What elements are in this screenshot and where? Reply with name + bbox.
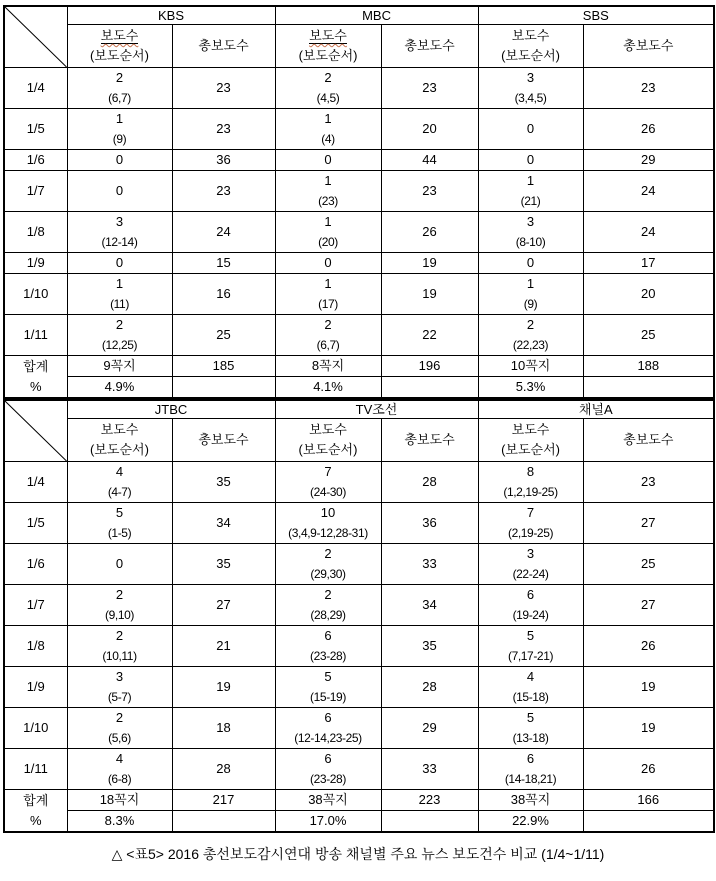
report-count: 2 xyxy=(324,546,332,561)
report-count-cell xyxy=(67,68,172,109)
sum-row xyxy=(4,790,714,811)
channel-header-channela: 채널A xyxy=(478,400,714,419)
percent-cell: 17.0% xyxy=(275,811,381,833)
report-order: (28,29) xyxy=(310,608,346,622)
report-count-cell xyxy=(478,315,583,356)
date-cell: 1/8 xyxy=(4,626,67,667)
total-count-cell: 26 xyxy=(583,749,714,790)
report-count-cell xyxy=(275,708,381,749)
table-row xyxy=(4,315,714,356)
total-count-cell: 23 xyxy=(381,171,478,212)
date-cell: 1/10 xyxy=(4,708,67,749)
report-count: 1 xyxy=(115,276,124,291)
report-count: 0 xyxy=(324,152,332,167)
total-count-cell: 44 xyxy=(381,150,478,171)
table-row xyxy=(4,212,714,253)
report-count: 0 xyxy=(115,152,124,167)
sum-cell: 185 xyxy=(172,356,275,377)
total-count-header: 총보도수 xyxy=(583,25,714,68)
date-cell: 1/7 xyxy=(4,171,67,212)
total-count-cell: 23 xyxy=(583,68,714,109)
percent-cell xyxy=(381,377,478,399)
total-count-cell: 24 xyxy=(172,212,275,253)
report-count-cell xyxy=(275,150,381,171)
report-count-cell xyxy=(67,212,172,253)
report-count-cell xyxy=(275,68,381,109)
total-count-cell: 23 xyxy=(583,462,714,503)
report-order: (19-24) xyxy=(512,608,549,622)
report-count: 3 xyxy=(526,546,535,561)
sum-label-cell xyxy=(4,790,67,833)
report-count-cell xyxy=(478,544,583,585)
report-count-cell xyxy=(275,544,381,585)
table-row xyxy=(4,626,714,667)
sum-cell: 196 xyxy=(381,356,478,377)
table-row xyxy=(4,667,714,708)
total-count-cell: 17 xyxy=(583,253,714,274)
report-count-cell xyxy=(275,626,381,667)
report-order: (9) xyxy=(523,297,538,311)
report-count-label: 보도수 xyxy=(511,28,550,43)
report-order: (20) xyxy=(318,235,338,249)
table-row xyxy=(4,109,714,150)
report-count: 6 xyxy=(324,710,332,725)
report-order-label: (보도순서) xyxy=(90,48,149,63)
report-count: 7 xyxy=(324,464,332,479)
total-count-cell: 35 xyxy=(172,462,275,503)
channel-header-sbs: SBS xyxy=(478,6,714,25)
report-order-label: (보도순서) xyxy=(501,48,560,63)
report-count-cell xyxy=(67,749,172,790)
report-count: 2 xyxy=(324,70,332,85)
report-order: (23-28) xyxy=(310,649,346,663)
total-count-cell: 35 xyxy=(381,626,478,667)
report-count-label: 보도수 xyxy=(511,422,550,437)
sum-cell: 8꼭지 xyxy=(275,356,381,377)
date-cell: 1/6 xyxy=(4,544,67,585)
report-order: (6,7) xyxy=(108,91,131,105)
report-count-cell xyxy=(478,667,583,708)
report-order: (13-18) xyxy=(512,731,549,745)
report-order: (11) xyxy=(110,297,129,311)
report-count-cell xyxy=(478,503,583,544)
table-row xyxy=(4,749,714,790)
date-cell: 1/9 xyxy=(4,253,67,274)
percent-row xyxy=(4,811,714,833)
date-cell: 1/4 xyxy=(4,68,67,109)
report-count: 1 xyxy=(115,111,124,126)
percent-row xyxy=(4,377,714,399)
report-count: 3 xyxy=(526,70,535,85)
report-count: 5 xyxy=(526,710,535,725)
total-count-cell: 19 xyxy=(381,274,478,315)
total-count-header: 총보도수 xyxy=(381,25,478,68)
report-count: 1 xyxy=(324,173,332,188)
report-order: (4) xyxy=(321,132,335,146)
report-order: (4,5) xyxy=(316,91,340,105)
total-count-header: 총보도수 xyxy=(172,419,275,462)
report-count-cell xyxy=(478,274,583,315)
report-count: 3 xyxy=(526,214,535,229)
report-order: (1,2,19-25) xyxy=(503,485,558,499)
table-row xyxy=(4,150,714,171)
report-count: 2 xyxy=(115,587,124,602)
report-count-cell xyxy=(478,462,583,503)
table-row xyxy=(4,68,714,109)
report-count-header xyxy=(67,419,172,462)
report-count: 5 xyxy=(526,628,535,643)
report-count-cell xyxy=(275,315,381,356)
report-order: (22,23) xyxy=(512,338,549,352)
sum-cell: 38꼭지 xyxy=(478,790,583,811)
report-count-cell xyxy=(478,171,583,212)
report-count-label: 보도수 xyxy=(309,28,347,43)
total-count-cell: 26 xyxy=(583,109,714,150)
report-count: 8 xyxy=(526,464,535,479)
report-count: 10 xyxy=(320,505,336,520)
percent-cell: 5.3% xyxy=(478,377,583,399)
report-order-label: (보도순서) xyxy=(298,442,358,457)
percent-cell xyxy=(381,811,478,833)
report-order: (23) xyxy=(318,194,338,208)
total-count-cell: 25 xyxy=(172,315,275,356)
report-count: 2 xyxy=(324,587,332,602)
total-count-cell: 20 xyxy=(381,109,478,150)
total-count-cell: 36 xyxy=(172,150,275,171)
report-count-cell xyxy=(67,626,172,667)
report-count-cell xyxy=(275,667,381,708)
report-count-cell xyxy=(275,749,381,790)
date-cell: 1/7 xyxy=(4,585,67,626)
report-count: 2 xyxy=(526,317,535,332)
date-cell: 1/5 xyxy=(4,109,67,150)
total-count-cell: 29 xyxy=(583,150,714,171)
broadcast-table-cable xyxy=(3,399,715,833)
total-count-cell: 28 xyxy=(381,667,478,708)
report-count-cell xyxy=(275,212,381,253)
report-count-header xyxy=(67,25,172,68)
sum-cell: 188 xyxy=(583,356,714,377)
report-count-cell xyxy=(67,150,172,171)
report-count-header xyxy=(275,25,381,68)
total-count-header: 총보도수 xyxy=(381,419,478,462)
percent-cell xyxy=(172,811,275,833)
total-count-cell: 33 xyxy=(381,544,478,585)
report-count-cell xyxy=(275,274,381,315)
sum-cell: 223 xyxy=(381,790,478,811)
channel-header-tvchosun: TV조선 xyxy=(275,400,478,419)
date-cell: 1/8 xyxy=(4,212,67,253)
total-count-cell: 22 xyxy=(381,315,478,356)
report-count-cell xyxy=(275,462,381,503)
report-order-label: (보도순서) xyxy=(298,48,358,63)
sum-label-cell xyxy=(4,356,67,399)
total-count-cell: 24 xyxy=(583,171,714,212)
broadcast-table-terrestrial xyxy=(3,5,715,399)
sum-cell: 9꼭지 xyxy=(67,356,172,377)
report-count: 2 xyxy=(324,317,332,332)
report-count: 3 xyxy=(115,214,124,229)
channel-header-mbc: MBC xyxy=(275,6,478,25)
report-count-cell xyxy=(478,253,583,274)
percent-label: % xyxy=(29,812,42,828)
report-count-cell xyxy=(67,503,172,544)
report-count-label: 보도수 xyxy=(309,422,347,437)
report-order-label: (보도순서) xyxy=(90,442,149,457)
table-row xyxy=(4,274,714,315)
report-count: 4 xyxy=(115,751,124,766)
table-row xyxy=(4,171,714,212)
report-count-cell xyxy=(67,274,172,315)
report-count-cell xyxy=(67,462,172,503)
report-order: (9,10) xyxy=(105,608,134,622)
total-count-header: 총보도수 xyxy=(172,25,275,68)
report-count-cell xyxy=(275,109,381,150)
report-count-cell xyxy=(478,68,583,109)
channel-header-kbs: KBS xyxy=(67,6,275,25)
report-count: 0 xyxy=(324,255,332,270)
percent-cell: 4.9% xyxy=(67,377,172,399)
total-count-cell: 25 xyxy=(583,544,714,585)
date-cell: 1/5 xyxy=(4,503,67,544)
report-count: 1 xyxy=(526,276,535,291)
total-count-cell: 36 xyxy=(381,503,478,544)
total-count-cell: 24 xyxy=(583,212,714,253)
report-count-cell xyxy=(67,171,172,212)
report-order: (9) xyxy=(112,132,127,146)
table-row xyxy=(4,462,714,503)
report-order: (10,11) xyxy=(102,649,137,663)
report-order: (6,7) xyxy=(316,338,340,352)
percent-cell xyxy=(583,377,714,399)
report-order: (17) xyxy=(318,297,338,311)
report-count-cell xyxy=(275,253,381,274)
total-count-cell: 16 xyxy=(172,274,275,315)
total-count-cell: 27 xyxy=(172,585,275,626)
sum-cell: 166 xyxy=(583,790,714,811)
report-count: 1 xyxy=(526,173,535,188)
total-count-cell: 28 xyxy=(381,462,478,503)
sum-label: 합계 xyxy=(23,792,49,808)
total-count-cell: 18 xyxy=(172,708,275,749)
report-order: (23-28) xyxy=(310,772,346,786)
total-count-cell: 23 xyxy=(172,171,275,212)
report-count-cell xyxy=(275,171,381,212)
report-count-cell xyxy=(67,708,172,749)
report-count: 0 xyxy=(526,152,535,167)
total-count-cell: 34 xyxy=(172,503,275,544)
sum-cell: 10꼭지 xyxy=(478,356,583,377)
report-count-cell xyxy=(275,585,381,626)
total-count-cell: 27 xyxy=(583,585,714,626)
report-count: 0 xyxy=(526,121,535,136)
total-count-cell: 26 xyxy=(381,212,478,253)
total-count-cell: 21 xyxy=(172,626,275,667)
report-order: (22-24) xyxy=(512,567,549,581)
report-count-cell xyxy=(478,749,583,790)
report-count: 4 xyxy=(115,464,124,479)
report-count: 2 xyxy=(115,628,124,643)
sum-cell: 38꼭지 xyxy=(275,790,381,811)
percent-label: % xyxy=(29,378,42,394)
report-order: (29,30) xyxy=(310,567,346,581)
report-count-header xyxy=(478,419,583,462)
report-order: (12-14,23-25) xyxy=(294,731,362,745)
total-count-cell: 29 xyxy=(381,708,478,749)
table-row xyxy=(4,253,714,274)
report-count-cell xyxy=(478,212,583,253)
total-count-cell: 27 xyxy=(583,503,714,544)
report-count: 7 xyxy=(526,505,535,520)
report-count-cell xyxy=(67,253,172,274)
percent-cell xyxy=(172,377,275,399)
report-order: (4-7) xyxy=(107,485,132,499)
report-count-header xyxy=(478,25,583,68)
report-count-cell xyxy=(275,503,381,544)
total-count-cell: 19 xyxy=(172,667,275,708)
total-count-cell: 34 xyxy=(381,585,478,626)
report-order: (6-8) xyxy=(107,772,132,786)
total-count-cell: 25 xyxy=(583,315,714,356)
total-count-cell: 19 xyxy=(583,708,714,749)
report-count: 4 xyxy=(526,669,535,684)
report-order: (7,17-21) xyxy=(507,649,554,663)
total-count-cell: 26 xyxy=(583,626,714,667)
report-count: 6 xyxy=(324,751,332,766)
report-count-cell xyxy=(478,708,583,749)
percent-cell: 22.9% xyxy=(478,811,583,833)
table-row xyxy=(4,544,714,585)
total-count-cell: 15 xyxy=(172,253,275,274)
report-count: 5 xyxy=(324,669,332,684)
sum-cell: 18꼭지 xyxy=(67,790,172,811)
sum-row xyxy=(4,356,714,377)
diagonal-header-cell xyxy=(4,400,67,462)
report-order: (5,6) xyxy=(108,731,131,745)
date-cell: 1/4 xyxy=(4,462,67,503)
diagonal-header-cell xyxy=(4,6,67,68)
total-count-cell: 35 xyxy=(172,544,275,585)
channel-header-row xyxy=(4,6,714,25)
sub-header-row xyxy=(4,25,714,68)
report-count-cell xyxy=(478,626,583,667)
date-cell: 1/10 xyxy=(4,274,67,315)
report-count-cell xyxy=(67,315,172,356)
report-order: (3,4,5) xyxy=(514,91,547,105)
date-cell: 1/11 xyxy=(4,749,67,790)
report-order: (1-5) xyxy=(107,526,132,540)
table-row xyxy=(4,708,714,749)
diagonal-line-icon xyxy=(5,7,67,67)
report-order: (15-19) xyxy=(310,690,346,704)
diagonal-line-icon xyxy=(5,401,67,461)
report-count-cell xyxy=(67,544,172,585)
report-order-label: (보도순서) xyxy=(501,442,560,457)
report-count: 2 xyxy=(115,710,124,725)
channel-header-jtbc: JTBC xyxy=(67,400,275,419)
report-order: (12,25) xyxy=(101,338,138,352)
report-count: 2 xyxy=(115,70,124,85)
report-count: 2 xyxy=(115,317,124,332)
sub-header-row xyxy=(4,419,714,462)
report-count: 3 xyxy=(115,669,124,684)
total-count-cell: 33 xyxy=(381,749,478,790)
table-row xyxy=(4,503,714,544)
report-count-cell xyxy=(478,109,583,150)
report-order: (12-14) xyxy=(101,235,138,249)
report-order: (8-10) xyxy=(515,235,546,249)
percent-cell: 4.1% xyxy=(275,377,381,399)
report-count: 1 xyxy=(324,214,332,229)
report-count: 1 xyxy=(324,276,332,291)
report-count: 1 xyxy=(324,111,332,126)
percent-cell: 8.3% xyxy=(67,811,172,833)
date-cell: 1/6 xyxy=(4,150,67,171)
report-count-label: 보도수 xyxy=(100,422,139,437)
table-row xyxy=(4,585,714,626)
report-count: 6 xyxy=(526,587,535,602)
date-cell: 1/9 xyxy=(4,667,67,708)
report-order: (2,19-25) xyxy=(507,526,554,540)
report-count-cell xyxy=(67,585,172,626)
report-order: (5-7) xyxy=(107,690,132,704)
total-count-cell: 20 xyxy=(583,274,714,315)
report-count-cell xyxy=(67,667,172,708)
report-count-cell xyxy=(478,585,583,626)
report-order: (21) xyxy=(520,194,541,208)
report-count: 6 xyxy=(324,628,332,643)
percent-cell xyxy=(583,811,714,833)
total-count-cell: 19 xyxy=(583,667,714,708)
report-count: 5 xyxy=(115,505,124,520)
total-count-cell: 23 xyxy=(381,68,478,109)
total-count-cell: 23 xyxy=(172,68,275,109)
table-caption: △ <표5> 2016 총선보도감시연대 방송 채널별 주요 뉴스 보도건수 비교 (1/4~1/11) xyxy=(111,846,605,862)
report-count: 6 xyxy=(526,751,535,766)
report-order: (3,4,9-12,28-31) xyxy=(288,526,368,540)
report-count-label: 보도수 xyxy=(100,28,139,43)
report-count: 0 xyxy=(526,255,535,270)
report-order: (14-18,21) xyxy=(504,772,557,786)
report-count: 0 xyxy=(115,255,124,270)
total-count-header: 총보도수 xyxy=(583,419,714,462)
report-order: (15-18) xyxy=(512,690,549,704)
date-cell: 1/11 xyxy=(4,315,67,356)
sum-label: 합계 xyxy=(23,358,49,374)
report-order: (24-30) xyxy=(310,485,346,499)
total-count-cell: 19 xyxy=(381,253,478,274)
report-count-cell xyxy=(67,109,172,150)
total-count-cell: 28 xyxy=(172,749,275,790)
channel-header-row xyxy=(4,400,714,419)
sum-cell: 217 xyxy=(172,790,275,811)
report-count-cell xyxy=(478,150,583,171)
total-count-cell: 23 xyxy=(172,109,275,150)
report-count: 0 xyxy=(115,556,124,571)
report-count: 0 xyxy=(115,183,124,198)
report-count-header xyxy=(275,419,381,462)
